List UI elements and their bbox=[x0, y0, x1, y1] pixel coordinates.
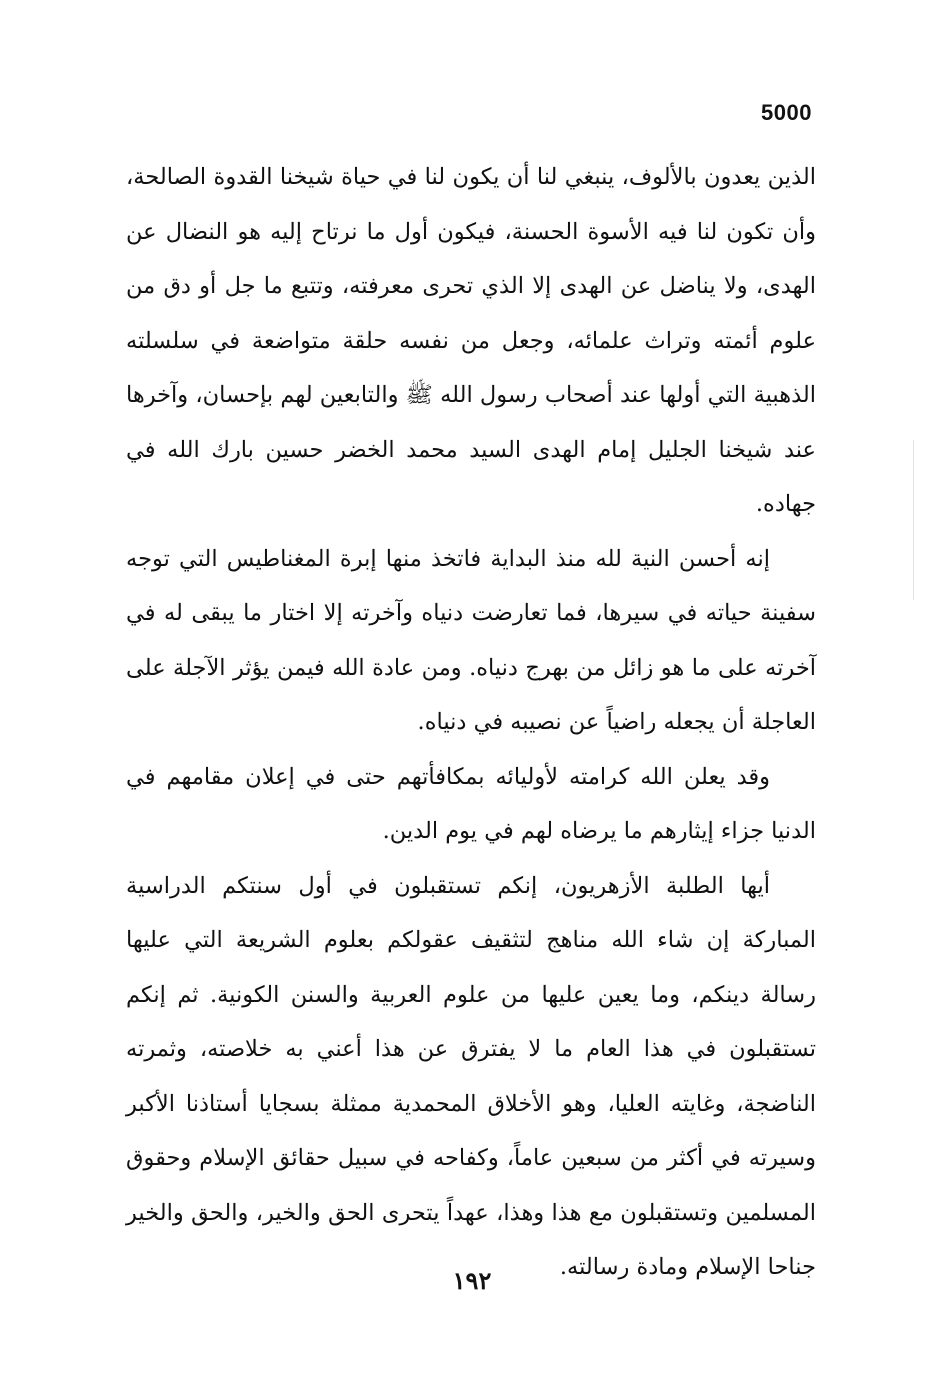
scan-margin-line bbox=[913, 440, 914, 600]
top-number: 5000 bbox=[761, 100, 812, 125]
paragraph-1: الذين يعدون بالألوف، ينبغي لنا أن يكون لنا في حياة شيخنا القدوة الصالحة، وأن تكون لنا فيه الأسوة الحسنة، فيكون أول ما نرتاح إليه هو النضال عن الهدى، ولا يناضل عن الهدى إلا الذي تحرى معرفته، وتتبع ما جل أو دق من علوم أئمته وتراث علمائه، وجعل من نفسه حلقة متواضعة في سلسلته الذهبية التي أولها عند أصحاب رسول الله ﷺ والتابعين لهم بإحسان، وآخرها عند شيخنا الجليل إمام الهدى السيد محمد الخضر حسين بارك الله في جهاده. bbox=[126, 164, 816, 517]
paragraph-3: وقد يعلن الله كرامته لأوليائه بمكافأتهم حتى في إعلان مقامهم في الدنيا جزاء إيثارهم ما يرضاه لهم في يوم الدين. bbox=[126, 763, 816, 844]
page-number: ١٩٢ bbox=[452, 1266, 492, 1295]
body-text bbox=[126, 150, 816, 1295]
paragraph-4: أيها الطلبة الأزهريون، إنكم تستقبلون في أول سنتكم الدراسية المباركة إن شاء الله مناهج لتثقيف عقولكم بعلوم الشريعة التي عليها رسالة دينكم، وما يعين عليها من علوم العربية والسنن الكونية. ثم إنكم تستقبلون في هذا العام ما لا يفترق عن هذا أعني به خلاصته، وثمرته الناضجة، وغايته العليا، وهو الأخلاق المحمدية ممثلة بسجايا أستاذنا الأكبر وسيرته في أكثر من سبعين عاماً، وكفاحه في سبيل حقائق الإسلام وحقوق المسلمين وتستقبلون مع هذا وهذا، عهداً يتحرى الحق والخير، والحق والخير جناحا الإسلام ومادة رسالته. bbox=[126, 872, 816, 1280]
paragraph-2: إنه أحسن النية لله منذ البداية فاتخذ منها إبرة المغناطيس التي توجه سفينة حياته في سيرها، فما تعارضت دنياه وآخرته إلا اختار ما يبقى له في آخرته على ما هو زائل من بهرج دنياه. ومن عادة الله فيمن يؤثر الآجلة على العاجلة أن يجعله راضياً عن نصيبه في دنياه. bbox=[126, 545, 816, 735]
